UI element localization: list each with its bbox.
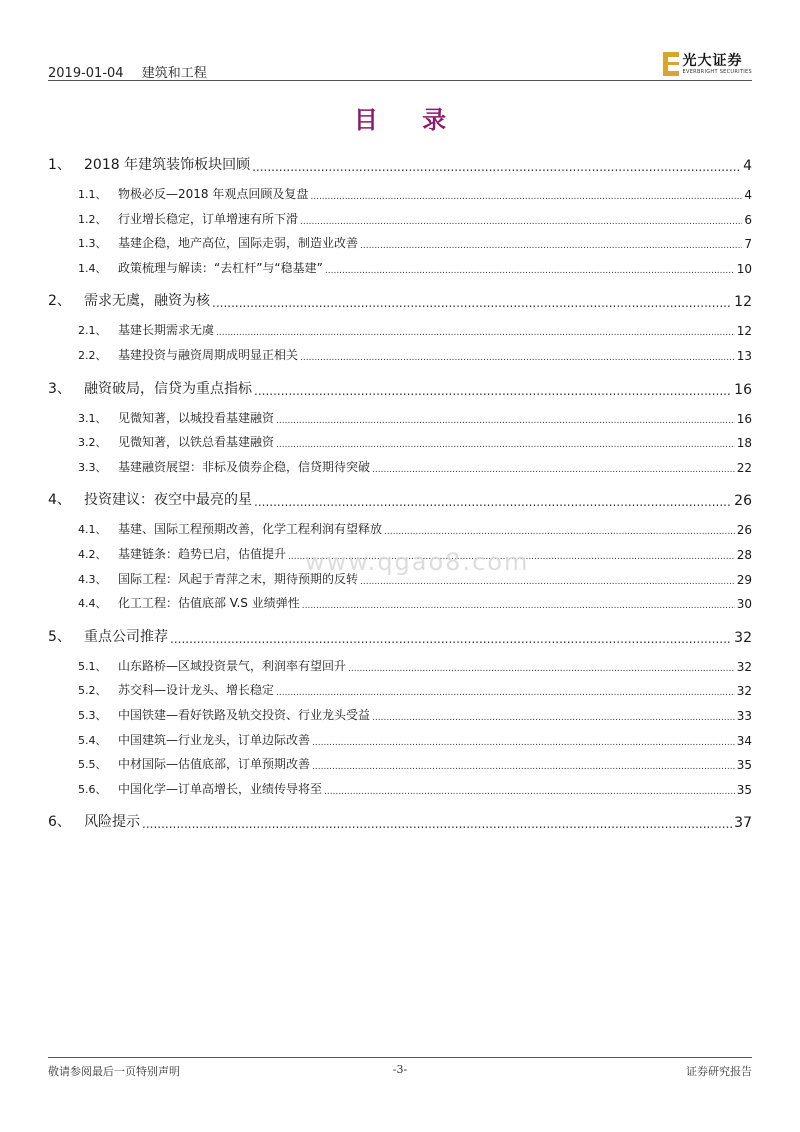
toc-subsection-entry[interactable] (48, 680, 752, 698)
toc-entry-number: 4.3、 (78, 572, 107, 586)
toc-subsection-entry[interactable] (48, 519, 752, 537)
toc-entry-number: 5.5、 (78, 758, 107, 772)
toc-entry-label: 见微知著，以铁总看基建融资 (118, 435, 275, 450)
toc-dot-leader (170, 632, 732, 646)
toc-entry-label: 融资破局，信贷为重点指标 (84, 380, 252, 397)
toc-subsection-entry[interactable] (48, 408, 752, 426)
toc-section-entry[interactable] (48, 290, 752, 310)
toc-dot-leader (216, 328, 735, 338)
toc-entry-label: 2018 年建筑装饰板块回顾 (84, 157, 251, 173)
toc-dot-leader (254, 495, 732, 509)
toc-entry-number: 5.4、 (78, 733, 107, 747)
toc-subsection-entry[interactable] (48, 457, 752, 475)
toc-entry-page: 18 (736, 436, 752, 451)
toc-dot-leader (142, 817, 732, 831)
footer-report-type: 证券研究报告 (686, 1065, 752, 1078)
industry-name: 建筑和工程 (141, 66, 207, 81)
toc-entry-number: 3.1、 (78, 411, 107, 425)
page-number: -3- (392, 1063, 408, 1076)
toc-dot-leader (254, 384, 732, 398)
toc-dot-leader (384, 527, 735, 537)
toc-entry-page: 35 (736, 782, 752, 797)
toc-entry-page: 16 (736, 411, 752, 426)
toc-dot-leader (310, 192, 742, 202)
toc-subsection-entry[interactable] (48, 593, 752, 611)
toc-entry-page: 4 (743, 158, 752, 174)
toc-subsection-entry[interactable] (48, 345, 752, 363)
toc-entry-page: 7 (744, 237, 752, 252)
toc-section-entry[interactable] (48, 489, 752, 509)
toc-entry-label: 政策梳理与解读：“去杠杆”与“稳基建” (118, 260, 323, 275)
toc-entry-label: 中国化学—订单高增长，业绩传导将至 (118, 781, 323, 796)
footer-divider (48, 1057, 752, 1058)
report-date: 2019-01-04 (48, 66, 124, 81)
toc-dot-leader (360, 241, 742, 251)
toc-entry-number: 1.2、 (78, 212, 107, 226)
toc-entry-label: 见微知著，以城投看基建融资 (118, 410, 275, 425)
toc-entry-number: 3、 (48, 380, 71, 397)
toc-entry-number: 2.1、 (78, 324, 107, 338)
toc-entry-label: 中国建筑—行业龙头，订单边际改善 (118, 732, 311, 747)
toc-entry-page: 32 (734, 629, 752, 646)
toc-dot-leader (324, 787, 735, 797)
toc-subsection-entry[interactable] (48, 432, 752, 450)
toc-entry-number: 5.2、 (78, 684, 107, 698)
toc-entry-page: 4 (744, 188, 752, 202)
toc-subsection-entry[interactable] (48, 730, 752, 748)
toc-entry-page: 28 (736, 548, 752, 562)
toc-entry-page: 35 (736, 758, 752, 773)
toc-title: 目 录 (353, 106, 465, 134)
toc-dot-leader (252, 160, 741, 174)
toc-entry-number: 1、 (48, 157, 71, 173)
toc-subsection-entry[interactable] (48, 656, 752, 674)
toc-entry-number: 1.1、 (78, 188, 107, 201)
toc-entry-label: 化工工程：估值底部 V.S 业绩弹性 (118, 596, 300, 611)
toc-dot-leader (276, 688, 735, 698)
toc-entry-number: 2.2、 (78, 349, 107, 362)
toc-entry-page: 26 (736, 523, 752, 538)
page-header (48, 50, 752, 80)
toc-entry-number: 3.2、 (78, 436, 107, 450)
toc-dot-leader (312, 738, 735, 748)
toc-entry-number: 5.6、 (78, 782, 107, 796)
toc-dot-leader (212, 296, 732, 310)
toc-entry-page: 13 (736, 349, 752, 363)
toc-entry-label: 基建企稳，地产高位，国际走弱，制造业改善 (118, 236, 359, 251)
toc-entry-page: 6 (744, 212, 752, 227)
toc-entry-page: 37 (734, 815, 752, 832)
toc-entry-page: 32 (736, 684, 752, 699)
toc-entry-page: 10 (736, 261, 752, 276)
toc-entry-label: 基建长期需求无虞 (118, 323, 215, 338)
toc-entry-number: 1.4、 (78, 261, 107, 275)
everbright-logo (663, 50, 752, 78)
toc-entry-label: 中材国际—估值底部，订单预期改善 (118, 757, 311, 772)
toc-dot-leader (300, 353, 735, 363)
page-footer (48, 1063, 752, 1079)
toc-dot-leader (312, 762, 735, 772)
toc-entry-number: 6、 (48, 814, 71, 831)
toc-dot-leader (325, 266, 735, 276)
toc-subsection-entry[interactable] (48, 754, 752, 772)
toc-section-entry[interactable] (48, 154, 752, 174)
toc-subsection-entry[interactable] (48, 209, 752, 227)
toc-entry-label: 风险提示 (84, 814, 140, 831)
toc-entry-number: 2、 (48, 293, 71, 310)
toc-dot-leader (360, 577, 735, 587)
header-divider (48, 80, 752, 81)
toc-subsection-entry[interactable] (48, 184, 752, 202)
toc-entry-page: 22 (736, 460, 752, 475)
toc-dot-leader (372, 713, 735, 723)
toc-dot-leader (276, 440, 735, 450)
toc-entry-page: 34 (736, 733, 752, 748)
toc-entry-label: 重点公司推荐 (84, 628, 168, 645)
toc-dot-leader (348, 664, 735, 674)
toc-entry-page: 29 (736, 572, 752, 587)
toc-dot-leader (276, 416, 735, 426)
toc-entry-label: 行业增长稳定，订单增速有所下滑 (118, 211, 299, 226)
toc-entry-number: 5.1、 (78, 659, 107, 673)
everbright-logo-icon (663, 52, 679, 76)
toc-entry-label: 物极必反—2018 年观点回顾及复盘 (118, 187, 309, 201)
toc-subsection-entry[interactable] (48, 233, 752, 251)
toc-entry-page: 12 (736, 324, 752, 339)
toc-entry-number: 4.2、 (78, 548, 107, 561)
logo-chinese-name: 光大证券 (682, 52, 743, 69)
toc-entry-number: 4、 (48, 492, 71, 509)
toc-entry-number: 1.3、 (78, 237, 107, 251)
toc-subsection-entry[interactable] (48, 258, 752, 276)
toc-dot-leader (372, 465, 735, 475)
toc-entry-label: 中国铁建—看好铁路及轨交投资、行业龙头受益 (118, 708, 371, 722)
toc-entry-label: 山东路桥—区域投资景气，利润率有望回升 (118, 658, 347, 673)
toc-entry-label: 基建链条：趋势已启，估值提升 (118, 547, 287, 561)
toc-entry-number: 4.4、 (78, 597, 107, 611)
toc-subsection-entry[interactable] (48, 705, 752, 723)
toc-dot-leader (300, 217, 742, 227)
toc-entry-label: 基建投资与融资周期成明显正相关 (118, 348, 299, 362)
toc-entry-page: 26 (734, 493, 752, 510)
toc-section-entry[interactable] (48, 378, 752, 398)
toc-section-entry[interactable] (48, 811, 752, 831)
header-meta (48, 62, 207, 81)
toc-subsection-entry[interactable] (48, 320, 752, 338)
toc-entry-page: 30 (736, 597, 752, 612)
toc-entry-label: 国际工程：风起于青萍之末，期待预期的反转 (118, 571, 359, 586)
toc-entry-label: 基建、国际工程预期改善，化学工程利润有望释放 (118, 522, 383, 537)
toc-entry-label: 投资建议：夜空中最亮的星 (84, 492, 252, 509)
toc-entry-page: 33 (736, 709, 752, 723)
toc-entry-number: 3.3、 (78, 460, 107, 474)
toc-entry-page: 32 (736, 659, 752, 674)
toc-entry-label: 需求无虞，融资为核 (84, 293, 210, 310)
toc-entry-label: 基建融资展望：非标及债券企稳，信贷期待突破 (118, 459, 371, 474)
toc-entry-number: 5.3、 (78, 709, 107, 722)
toc-entry-number: 4.1、 (78, 523, 107, 537)
watermark: www.qgao8.com (305, 548, 530, 576)
footer-disclaimer: 敬请参阅最后一页特别声明 (48, 1065, 180, 1078)
toc-entry-page: 16 (734, 381, 752, 398)
toc-subsection-entry[interactable] (48, 779, 752, 797)
toc-dot-leader (302, 601, 735, 611)
toc-entry-number: 5、 (48, 628, 71, 645)
logo-english-name: EVERBRIGHT SECURITIES (682, 68, 752, 75)
toc-entry-page: 12 (734, 294, 752, 311)
toc-section-entry[interactable] (48, 626, 752, 646)
toc-entry-label: 苏交科—设计龙头、增长稳定 (118, 683, 275, 698)
